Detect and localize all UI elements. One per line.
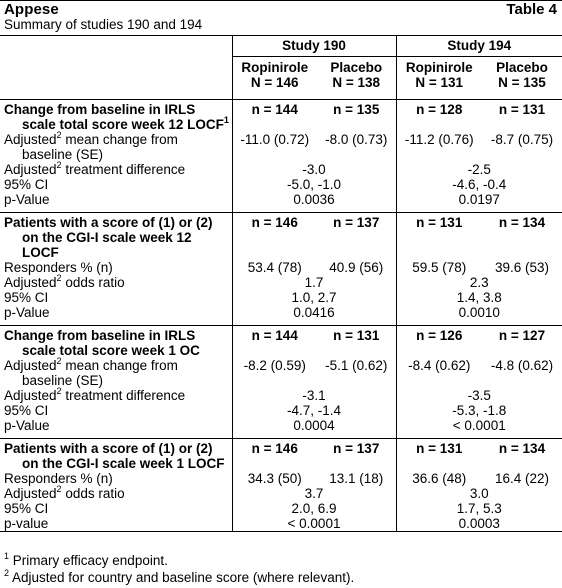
- top-rule: [0, 0, 562, 1]
- footnote-1: $^1$ Primary efficacy endpoint.: [4, 550, 168, 568]
- section-1-n-190-pla: n = 135: [317, 100, 396, 133]
- section-4-title: Patients with a score of (1) or (2) on the CGI-I scale week 1 LOCF: [0, 439, 232, 472]
- study-header-row: [0, 36, 562, 57]
- section-4-title-row: Patients with a score of (1) or (2) on the CGI-I scale week 1 LOCF n = 146 n = 137 n = 131 n = 134: [0, 439, 562, 472]
- section-3-p-row: p-Value 0.0004 < 0.0001: [0, 418, 562, 439]
- section-4-odds-row: Adjusted$^2$ odds ratio 3.7 3.0: [0, 486, 562, 501]
- section-2-odds-row: Adjusted$^2$ odds ratio 1.7 2.3: [0, 275, 562, 290]
- summary-table: [0, 35, 562, 532]
- section-1-mean-change-row: Adjusted$^2$ mean change from baseline (SE) -11.0 (0.72) -8.0 (0.73) -11.2 (0.76) -8.7 (0.75): [0, 132, 562, 162]
- study-194-header: Study 194: [396, 36, 562, 57]
- table-subtitle: Summary of studies 190 and 194: [4, 17, 203, 32]
- section-4-responders-row: Responders % (n) 34.3 (50) 13.1 (18) 36.6 (48) 16.4 (22): [0, 471, 562, 486]
- arm-header-row: [0, 57, 562, 91]
- section-2-title: Patients with a score of (1) or (2) on the CGI-I scale week 12 LOCF: [0, 213, 232, 261]
- section-3-title: Change from baseline in IRLS scale total score week 1 OC: [0, 326, 232, 359]
- section-3-mean-change-row: Adjusted$^2$ mean change from baseline (SE) -8.2 (0.59) -5.1 (0.62) -8.4 (0.62) -4.8 (0.62): [0, 358, 562, 388]
- footnotes: [4, 552, 354, 586]
- section-3-ci-row: 95% CI -4.7, -1.4 -5.3, -1.8: [0, 403, 562, 418]
- section-2-title-row: Patients with a score of (1) or (2) on the CGI-I scale week 12 LOCF n = 146 n = 137 n = 131 n = 134: [0, 213, 562, 261]
- section-2-p-row: p-Value 0.0416 0.0010: [0, 305, 562, 326]
- section-1-n-190-rop: n = 144: [232, 100, 317, 133]
- section-4-p-row: p-value < 0.0001 0.0003: [0, 516, 562, 532]
- section-1-ci-row: 95% CI -5.0, -1.0 -4.6, -0.4: [0, 177, 562, 192]
- placebo-190-header: Placebo N = 138: [317, 57, 396, 91]
- section-1-title-row: [0, 100, 562, 133]
- section-2-ci-row: 95% CI 1.0, 2.7 1.4, 3.8: [0, 290, 562, 305]
- section-2-responders-row: Responders % (n) 53.4 (78) 40.9 (56) 59.5 (78) 39.6 (53): [0, 260, 562, 275]
- section-1-p-row: p-Value 0.0036 0.0197: [0, 192, 562, 213]
- ropinirole-194-header: Ropinirole N = 131: [405, 60, 473, 90]
- section-1-treatment-diff-row: Adjusted$^2$ treatment difference -3.0 -2.5: [0, 162, 562, 177]
- section-1-mean-change-label: Adjusted$^2$ mean change from baseline (SE): [0, 132, 232, 162]
- section-1-title: Change from baseline in IRLS scale total score week 12 LOCF$^1$: [0, 100, 232, 133]
- placebo-194-header: Placebo N = 135: [496, 60, 548, 90]
- study-190-header: Study 190: [232, 36, 396, 57]
- table-number: Table 4: [506, 1, 557, 18]
- section-3-title-row: Change from baseline in IRLS scale total score week 1 OC n = 144 n = 131 n = 126 n = 127: [0, 326, 562, 359]
- section-4-ci-row: 95% CI 2.0, 6.9 1.7, 5.3: [0, 501, 562, 516]
- section-3-treatment-diff-row: Adjusted$^2$ treatment difference -3.1 -3.5: [0, 388, 562, 403]
- ropinirole-190-header: Ropinirole N = 146: [241, 60, 309, 90]
- document-title: Appese: [4, 1, 59, 18]
- footnote-2: $^2$ Adjusted for country and baseline score (where relevant).: [4, 567, 355, 585]
- section-1-n-194-rop: n = 128: [396, 100, 482, 133]
- section-1-n-194-pla: n = 131: [482, 100, 562, 133]
